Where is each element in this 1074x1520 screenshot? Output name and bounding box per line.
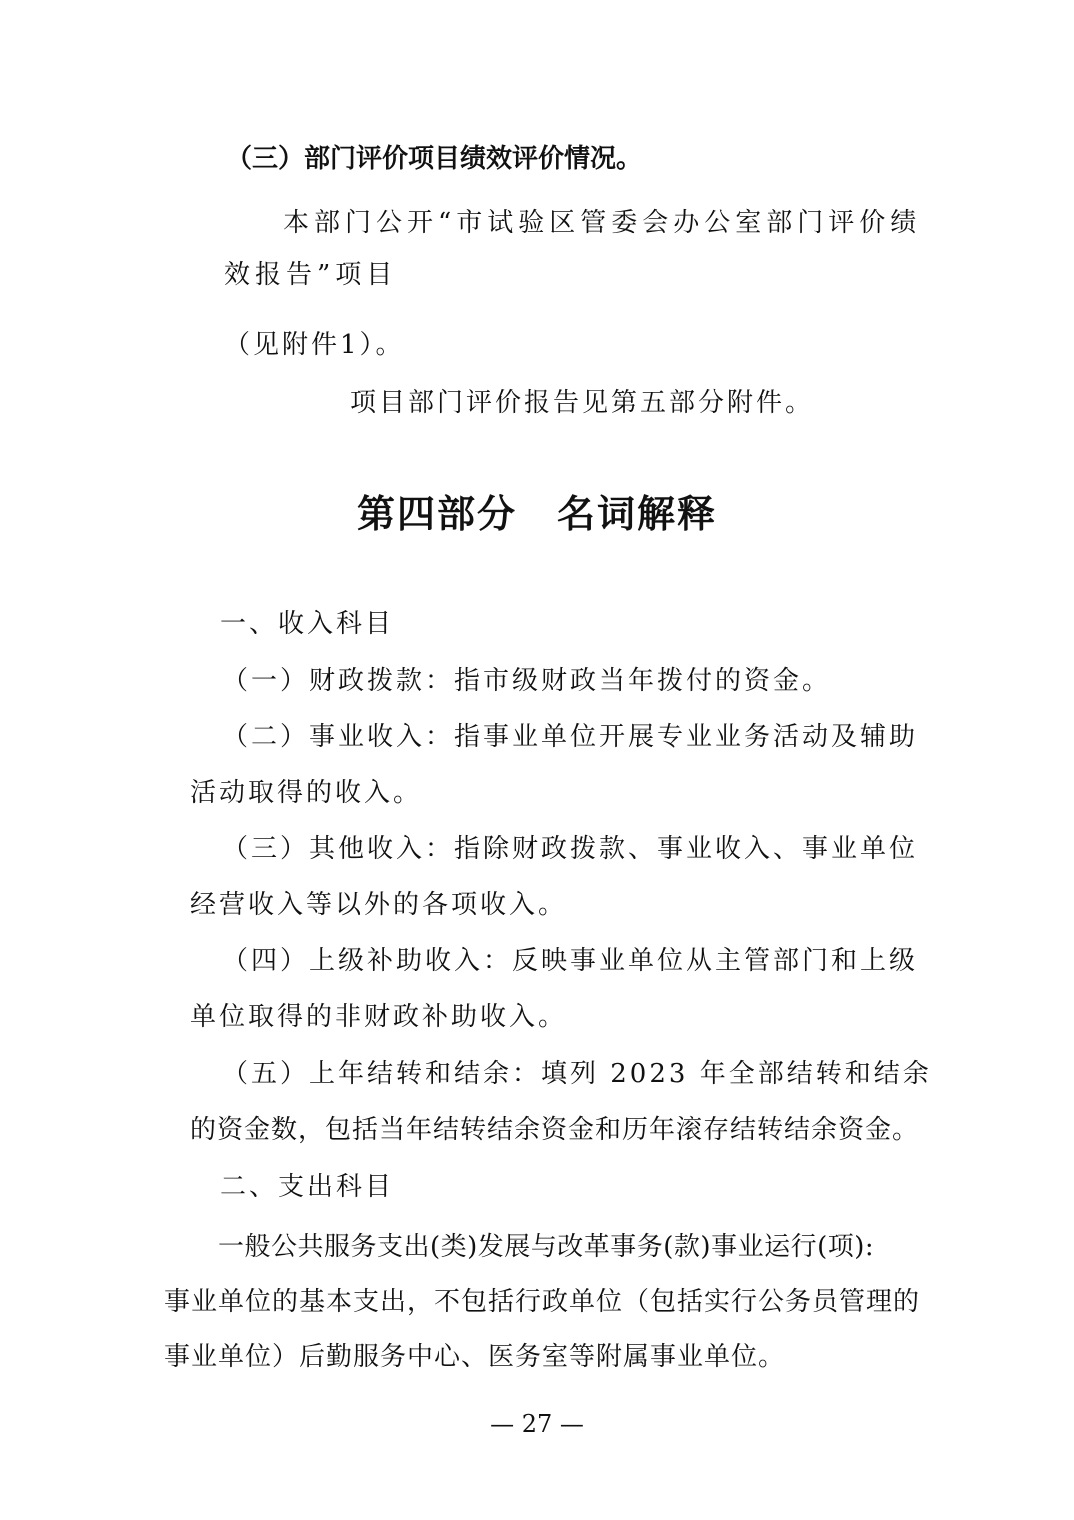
income-item-cont: 活动取得的收入。 <box>190 778 423 808</box>
expense-paragraph-line: 一般公共服务支出(类)发展与改革事务(款)事业运行(项): <box>218 1232 875 1262</box>
part-title <box>0 490 1074 538</box>
income-item: （三）其他收入：指除财政拨款、事业收入、事业单位 <box>222 834 919 864</box>
part-title-text: 名词解释 <box>557 492 718 536</box>
paragraph-line: 效报告”项目 <box>224 260 398 290</box>
paragraph-line: 项目部门评价报告见第五部分附件。 <box>350 388 815 418</box>
part-title-number: 第四部分 <box>356 492 517 536</box>
income-item-cont: 单位取得的非财政补助收入。 <box>190 1002 568 1032</box>
income-item: （一）财政拨款：指市级财政当年拨付的资金。 <box>222 666 832 696</box>
income-item-cont: 的资金数，包括当年结转结余资金和历年滚存结转结余资金。 <box>190 1115 920 1145</box>
income-item: （五）上年结转和结余：填列 2023 年全部结转和结余 <box>222 1059 932 1089</box>
paragraph-line: 本部门公开“市试验区管委会办公室部门评价绩 <box>283 208 922 238</box>
income-heading: 一、收入科目 <box>220 609 395 639</box>
paragraph-line: （见附件1）。 <box>224 330 405 360</box>
page-number: — 27 — <box>490 1410 584 1438</box>
income-item: （二）事业收入：指事业单位开展专业业务活动及辅助 <box>222 722 919 752</box>
expense-heading: 二、支出科目 <box>220 1172 395 1202</box>
expense-paragraph-line: 事业单位）后勤服务中心、医务室等附属事业单位。 <box>164 1342 786 1372</box>
section-heading-evaluation: （三）部门评价项目绩效评价情况。 <box>226 144 643 174</box>
income-item-cont: 经营收入等以外的各项收入。 <box>190 890 568 920</box>
expense-paragraph-line: 事业单位的基本支出，不包括行政单位（包括实行公务员管理的 <box>164 1287 921 1317</box>
income-item: （四）上级补助收入：反映事业单位从主管部门和上级 <box>222 946 919 976</box>
